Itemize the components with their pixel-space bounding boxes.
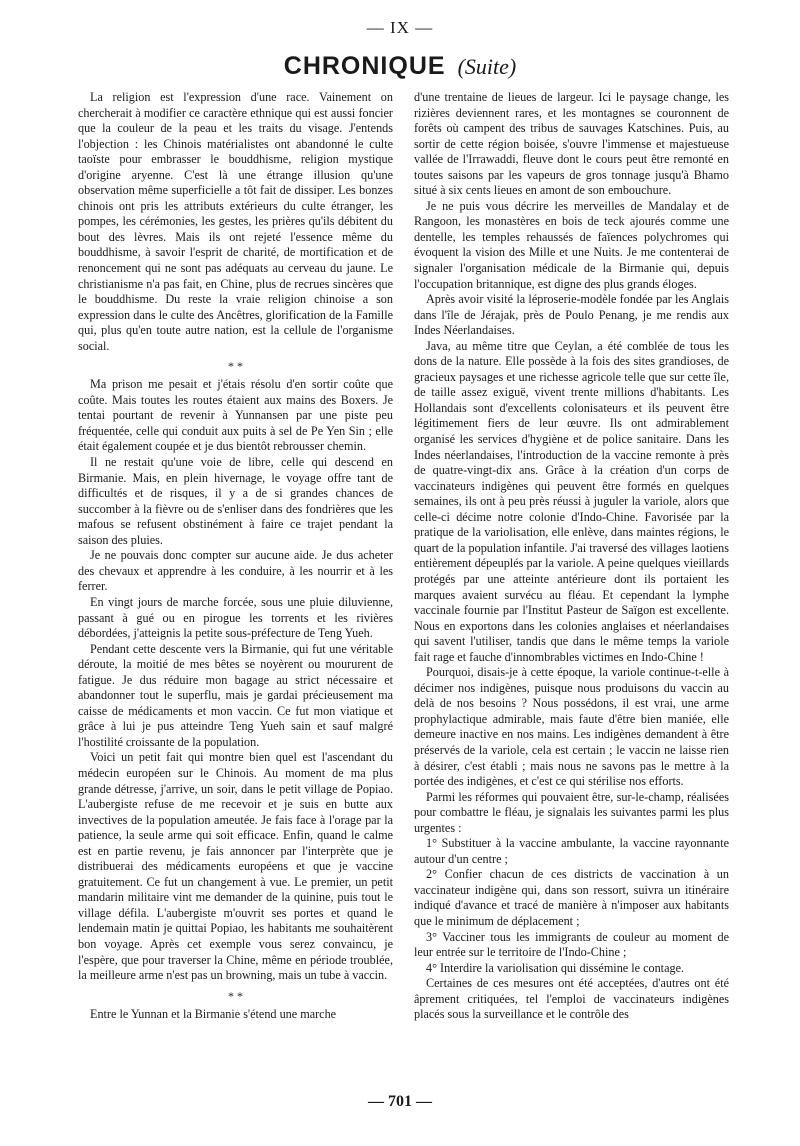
right-column xyxy=(414,90,729,1023)
list-item: 1° Substituer à la vaccine ambulante, la vaccine rayonnante autour d'un centre ; xyxy=(414,836,729,866)
section-break-asterism: * * xyxy=(228,988,243,1003)
title-suite: (Suite) xyxy=(457,54,517,79)
left-column xyxy=(78,90,393,1022)
paragraph: Java, au même titre que Ceylan, a été comblée de tous les dons de la nature. Elle possède à la fois des sites grandioses, de gracieux paysages et une richesse agricole telle que sur cette île, de taille assez exiguë, vivent trente millions d'habitants. Les Hollandais sont d'excellents colonisateurs et ils peuvent être légitimement fiers de leur œuvre. Ils ont admirablement organisé les services d'hygiène et de police sanitaire. Dans les Indes néerlandaises, l'introduction de la vaccine remonte à près de quatre-vingt-dix ans. Grâce à la création d'un corps de vaccinateurs indigènes qui peuvent être formés en quelques semaines, ils ont à peu près réussi à juguler la variole, alors que celle-ci décime notre colonie d'Indo-Chine. Favorisée par la pratique de la variolisation, elle enlève, dans maintes régions, le quart de la population infantile. J'ai traversé des villages laotiens entièrement dépeuplés par la variole. A peine quelques vieillards protégés par une atteinte antérieure dont ils portaient les marques avaient survécu au fléau. Et cependant la lymphe vaccinale fournie par l'Institut Pasteur de Saïgon est excellente. Nous en exportons dans les colonies anglaises et néerlandaises qui savent l'utiliser, tandis que dans le même temps la variole fait rage et fauche d'innombrables victimes en Indo-Chine ! xyxy=(414,338,729,664)
page-number: — 701 — xyxy=(368,1093,432,1110)
paragraph: Pourquoi, disais-je à cette époque, la variole continue-t-elle à décimer nos indigènes, puisque nous produisons du vaccin au delà de nos besoins ? Nous possédons, il est vrai, une arme prophylactique admirable, mais faute d'être bien maniée, elle demeure inactive en nos mains. Les indigènes demandent à être préservés de la variole, cela est certain ; le vaccin ne laisse rien à désirer, c'est établi ; mais nous ne savons pas le mettre à la portée des indigènes, et c'est ce qui stérilise nos efforts. xyxy=(414,665,729,789)
section-break-asterism: * * xyxy=(228,359,243,374)
paragraph: Il ne restait qu'une voie de libre, celle qui descend en Birmanie. Mais, en plein hivernage, le voyage offre tant de difficultés et de risques, il y a de si grandes chances de succomber à la fièvre ou de s'enliser dans des fondrières que les mafous se refusent obstinément à faire ce trajet pendant la saison des pluies. xyxy=(78,455,393,547)
paragraph: Ma prison me pesait et j'étais résolu d'en sortir coûte que coûte. Mais toutes les routes étaient aux mains des Boxers. Je tentai pourtant de revenir à Yunnansen par une piste peu fréquentée, celle qui conduit aux puits à sel de Pe Yen Sin ; elle était également coupée et je dus bientôt rebrousser chemin. xyxy=(78,377,393,454)
article-title xyxy=(0,52,800,81)
paragraph: d'une trentaine de lieues de largeur. Ici le paysage change, les rizières deviennent rares, et les montagnes se couronnent de forêts où campent des tribus de sauvages Katschines. Puis, au sortir de cette région boisée, s'ouvre l'immense et majestueuse vallée de l'Irrawaddi, fleuve dont le cours peut être remonté en toutes saisons par les vapeurs de gros tonnage jusqu'à Bhamo situé à six cents lieues en amont de son embouchure. xyxy=(414,90,729,198)
paragraph: La religion est l'expression d'une race. Vainement on chercherait à modifier ce caractère ethnique qui est aussi foncier que la couleur de la peau et les traits du visage. J'entends l'objection : les Chinois matérialistes ont abandonné le culte taoïste pour embrasser le bouddhisme, religion mystique d'origine aryenne. C'est là une étrange illusion qu'une observation même superficielle a tôt fait de dissiper. Les bonzes chinois ont pris les attributs extérieurs du culte étranger, les pompes, les cérémonies, les gestes, les prières qu'ils débitent du bout des lèvres. Mais ils ont rejeté l'essence même du bouddhisme, à savoir l'esprit de charité, de mortification et de renoncement qui ne sont pas adéquats au cerveau du jaune. Le christianisme n'a pas fait, en Chine, plus de recrues sincères que le bouddhisme. Du reste la vraie religion chinoise a son expression dans le culte des Ancêtres, glorification de la Famille qui, plus qu'en toute autre nation, est la cellule de l'organisme social. xyxy=(78,90,393,353)
list-item: 2° Confier chacun de ces districts de vaccination à un vaccinateur indigène qui, dans son ressort, suivra un itinéraire indiqué d'avance et tracé de manière à n'imposer aux habitants que le minimum de déplacement ; xyxy=(414,867,729,928)
page-number-roman: — IX — xyxy=(366,18,434,37)
title-chronique: CHRONIQUE xyxy=(283,52,446,80)
list-item: 3° Vacciner tous les immigrants de couleur au moment de leur entrée sur le territoire de l'Indo-Chine ; xyxy=(414,929,729,960)
paragraph: Après avoir visité la léproserie-modèle fondée par les Anglais dans l'île de Jérajak, près de Poulo Penang, je me rendis aux Indes Néerlandaises. xyxy=(414,292,729,338)
paragraph: Certaines de ces mesures ont été acceptées, d'autres ont été âprement critiquées, tel l'emploi de vaccinateurs indigènes placés sous la surveillance et le contrôle des xyxy=(414,976,729,1022)
paragraph: Je ne pouvais donc compter sur aucune aide. Je dus acheter des chevaux et apprendre à les conduire, à les nourrir et à les ferrer. xyxy=(78,548,393,594)
paragraph: En vingt jours de marche forcée, sous une pluie diluvienne, passant à gué ou en pirogue les torrents et les rivières débordées, j'atteignis la petite sous-préfecture de Teng Yueh. xyxy=(78,594,393,641)
paragraph: Entre le Yunnan et la Birmanie s'étend une marche xyxy=(90,1006,337,1021)
paragraph: Pendant cette descente vers la Birmanie, qui fut une véritable déroute, la moitié de mes bêtes se noyèrent ou moururent de fatigue. Je dus réduire mon bagage au strict nécessaire et abandonner tout le superflu, mais je gardai précieusement ma caisse de médicaments et mon vaccin. Ce fut mon viatique et grâce à lui je pus atteindre Teng Yueh sain et sauf malgré l'hostilité croissante de la population. xyxy=(78,641,393,749)
paragraph: Voici un petit fait qui montre bien quel est l'ascendant du médecin européen sur le Chinois. Au moment de ma plus grande détresse, j'arrive, un soir, dans le petit village de Popiao. L'aubergiste refuse de me recevoir et je suis en butte aux invectives de la population ameutée. Je fais face à l'orage par la patience, la seule arme qui soit efficace. Enfin, quand le calme est en partie revenu, je fais annoncer par l'interprète que je distribuerai des médicaments européens et que je vaccine gratuitement. Ce fut un changement à vue. Le premier, un petit mandarin militaire vint me demander de la quinine, puis tout le village défila. L'aubergiste m'ouvrit ses portes et quand le lendemain matin je quittai Popiao, les habitants me souhaitèrent bon voyage. Après cet exemple vous serez convaincu, je l'espère, que pour traverser la Chine, même en période troublée, la meilleure arme n'est pas un browning, mais un tube à vaccin. xyxy=(78,750,393,983)
paragraph: Parmi les réformes qui pouvaient être, sur-le-champ, réalisées pour combattre le fléau, je signalais les suivantes parmi les plus urgentes : xyxy=(414,789,729,835)
paragraph: Je ne puis vous décrire les merveilles de Mandalay et de Rangoon, les monastères en bois de teck ajourés comme une dentelle, les temples rehaussés de faïences polychromes qui évoquent la vision des Mille et une Nuits. Je me contenterai de signaler l'organisation médicale de la Birmanie qui, depuis l'occupation britannique, est digne des plus grands éloges. xyxy=(414,198,729,291)
list-item: 4° Interdire la variolisation qui dissémine le contage. xyxy=(426,960,685,975)
